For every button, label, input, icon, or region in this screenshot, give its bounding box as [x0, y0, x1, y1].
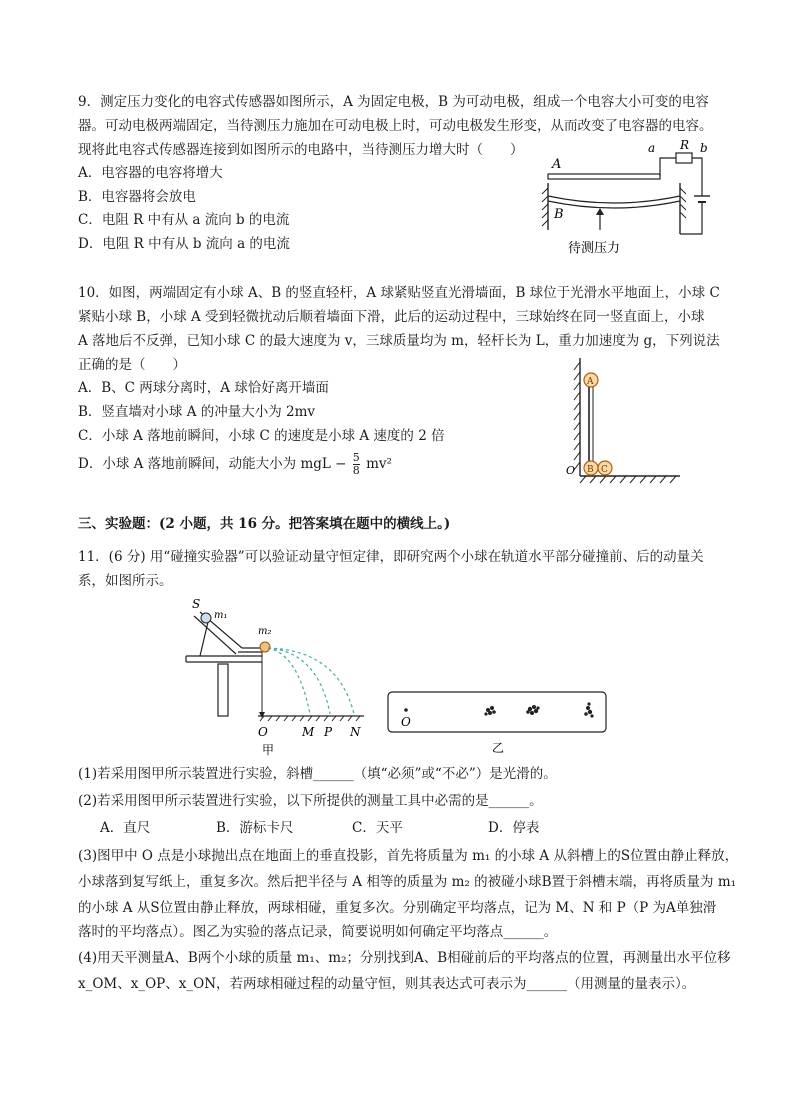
q9-option-b: B．电容器将会放电: [78, 189, 196, 205]
resistor-r: [676, 153, 692, 163]
movable-electrode-b: [548, 196, 680, 203]
tool-option-d: D．停表: [488, 820, 540, 836]
q9-line-3: 现将此电容式传感器连接到如图所示的电路中，当待测压力增大时（ ）: [78, 142, 524, 158]
q9-line-2: 器。可动电极两端固定，当待测压力施加在可动电极上时，可动电极发生形变，从而改变了电容器的电容。: [78, 118, 713, 134]
trajectory-n: [268, 648, 354, 714]
tool-option-a: A．直尺: [100, 820, 151, 836]
fraction-numerator: 5: [352, 451, 360, 464]
q10-option-c: C．小球 A 落地前瞬间，小球 C 的速度是小球 A 速度的 2 倍: [78, 428, 445, 444]
label-o: O: [258, 725, 268, 739]
q9-option-a: A．电容器的电容将增大: [78, 165, 223, 181]
section-3-heading: 三、实验题：(2 小题，共 16 分。把答案填在题中的横线上。): [78, 516, 451, 532]
q10-rod-figure: [560, 350, 700, 490]
ball-a-label: A: [587, 377, 594, 387]
label-b: B: [554, 207, 564, 222]
q9-capacitor-figure: [540, 138, 710, 258]
trajectory-m: [268, 648, 310, 714]
q10-line-3: A 落地后不反弹，已知小球 C 的最大速度为 v，三球质量均为 m，轻杆长为 L，重力加速度为 g，下列说法: [78, 333, 720, 349]
support-strut: [200, 622, 208, 656]
trajectory-p: [268, 648, 330, 714]
q11-line-1: 11．(6 分) 用“碰撞实验器”可以验证动量守恒定律，即研究两个小球在轨道水平部分碰撞前、后的动量关: [78, 549, 704, 565]
tool-option-b: B．游标卡尺: [216, 820, 294, 836]
record-paper: [388, 692, 606, 732]
label-r: R: [680, 138, 690, 152]
caption-yi: 乙: [492, 741, 505, 755]
origin-label: O: [566, 464, 576, 477]
ground-hatch: [580, 476, 676, 483]
q11-part-4-line-2: x_OM、x_OP、x_ON，若两球相碰过程的动量守恒，则其表达式可表示为______（用测量的量表示）。: [78, 976, 696, 992]
pressure-caption: 待测压力: [568, 241, 621, 256]
incline-track: [194, 616, 236, 654]
label-p: P: [324, 725, 333, 739]
ball-m2: [260, 642, 270, 652]
q11-part-4-line-1: (4)用天平测量A、B两个小球的质量 m₁、m₂；分别找到A、B相碰前后的平均落点的位置，再测量出水平位移: [78, 950, 731, 966]
q11-part-2: (2)若采用图甲所示装置进行实验，以下所提供的测量工具中必需的是______。: [78, 793, 543, 809]
fraction-denominator: 8: [352, 464, 360, 477]
fixed-electrode-a: [548, 174, 660, 179]
ball-c-label: C: [601, 465, 608, 475]
q11-part-3-line-1: (3)图甲中 O 点是小球抛出点在地面上的垂直投影，首先将质量为 m₁ 的小球 A 从斜槽上的S位置由静止释放，: [78, 848, 739, 864]
label-s: S: [192, 597, 201, 611]
left-wall-hatch: [542, 188, 548, 226]
q10-option-d: [78, 452, 392, 477]
caption-jia: 甲: [262, 743, 275, 756]
label-a: A: [552, 157, 562, 172]
origin-dot: [404, 708, 408, 712]
stand-post: [218, 664, 228, 716]
q10-option-d-prefix: D．小球 A 落地前瞬间，动能大小为 mgL −: [78, 456, 347, 472]
wall-hatch: [574, 362, 580, 470]
label-b-small: b: [700, 141, 708, 155]
label-a-small: a: [648, 141, 656, 155]
q11-part-3-line-2: 小球落到复写纸上，重复多次。然后把半径与 A 相等的质量为 m₂ 的被碰小球B置于斜槽末端，再将质量为 m₁: [78, 874, 737, 890]
figure-yi-landing-record: [384, 690, 614, 756]
q11-line-2: 系，如图所示。: [78, 573, 173, 589]
q11-part-3-line-4: 落时的平均落点）。图乙为实验的落点记录，简要说明如何确定平均落点______。: [78, 924, 558, 940]
q10-option-b: B．竖直墙对小球 A 的冲量大小为 2mv: [78, 404, 316, 420]
q9-line-1: 9．测定压力变化的电容式传感器如图所示，A 为固定电极，B 为可动电极，组成一个电容大小可变的电容: [78, 94, 709, 110]
label-m2: m₂: [258, 626, 272, 637]
q10-line-4: 正确的是（ ）: [78, 357, 186, 373]
figure-jia-collision-apparatus: [178, 596, 368, 756]
q10-line-1: 10．如图，两端固定有小球 A、B 的竖直轻杆，A 球紧贴竖直光滑墙面，B 球位于光滑水平地面上，小球 C: [78, 285, 720, 301]
label-n: N: [350, 725, 361, 739]
ball-b-label: B: [587, 465, 594, 475]
q9-option-c: C．电阻 R 中有从 a 流向 b 的电流: [78, 212, 290, 228]
yi-label-o: O: [401, 715, 411, 729]
tool-option-c: C．天平: [352, 820, 403, 836]
fraction: [353, 452, 360, 477]
q9-option-d: D．电阻 R 中有从 b 流向 a 的电流: [78, 236, 290, 252]
right-wall-hatch: [680, 188, 686, 218]
q11-part-1: (1)若采用图甲所示装置进行实验，斜槽______（填“必须”或“不必”）是光滑的。: [78, 766, 557, 782]
q10-option-a: A．B、C 两球分离时，A 球恰好离开墙面: [78, 380, 329, 396]
label-m1: m₁: [214, 610, 228, 621]
q10-option-d-suffix: mv²: [366, 456, 392, 472]
ball-m1: [201, 613, 211, 623]
q10-line-2: 紧贴小球 B，小球 A 受到轻微扰动后顺着墙面下滑，此后的运动过程中，三球始终在同一竖直面上，小球: [78, 309, 705, 325]
label-m: M: [302, 725, 315, 739]
q11-part-3-line-3: 的小球 A 从S位置由静止释放，两球相碰，重复多次。分别确定平均落点，记为 M、N 和 P（P 为A单独滑: [78, 900, 717, 916]
